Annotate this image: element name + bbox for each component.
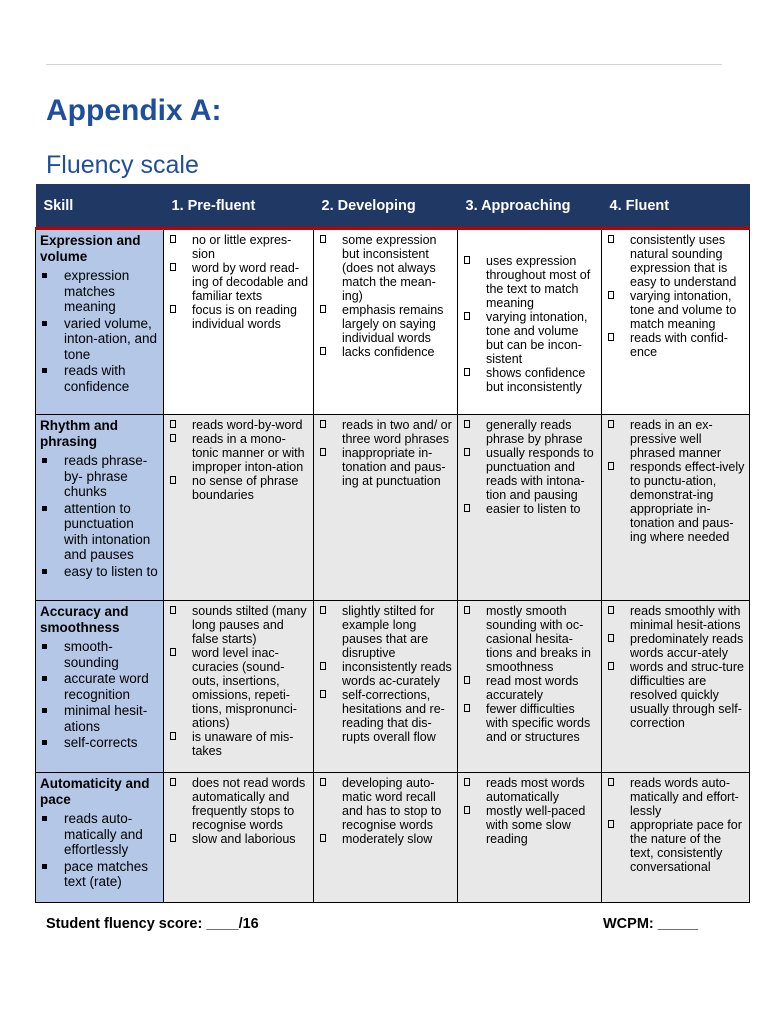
criteria-item: moderately slow: [318, 832, 453, 846]
table-row: [36, 773, 750, 903]
header-approaching: 3. Approaching: [458, 184, 602, 229]
criteria-list: [318, 233, 453, 359]
criteria-cell-developing: [314, 229, 458, 415]
skill-cell: [36, 601, 164, 773]
criteria-item: usually responds to punctuation and reads with intona-tion and pausing: [462, 446, 597, 502]
criteria-item: inappropriate in-tonation and paus-ing at punctuation: [318, 446, 453, 488]
criteria-item: fewer difficulties with specific words and or structures: [462, 702, 597, 744]
criteria-item: is unaware of mis-takes: [168, 730, 309, 758]
criteria-item: uses expression throughout most of the text to match meaning: [462, 254, 597, 310]
skill-indicator: varied volume, inton-ation, and tone: [40, 316, 159, 363]
skill-cell: [36, 229, 164, 415]
skill-indicator-list: [40, 639, 159, 751]
criteria-item: varying intonation, tone and volume but can be incon-sistent: [462, 310, 597, 366]
skill-indicator-list: [40, 811, 159, 890]
criteria-item: emphasis remains largely on saying individual words: [318, 303, 453, 345]
criteria-item: inconsistently reads words ac-curately: [318, 660, 453, 688]
criteria-item: reads in a mono-tonic manner or with improper inton-ation: [168, 432, 309, 474]
skill-cell: [36, 415, 164, 601]
criteria-list: [168, 418, 309, 502]
criteria-item: responds effect-ively to punctu-ation, demonstrat-ing appropriate in-tonation and paus-ing where needed: [606, 460, 745, 544]
skill-indicator: pace matches text (rate): [40, 859, 159, 890]
skill-name: Expression and volume: [40, 233, 141, 264]
skill-indicator-list: [40, 453, 159, 579]
criteria-item: reads in an ex-pressive well phrased manner: [606, 418, 745, 460]
criteria-item: easier to listen to: [462, 502, 597, 516]
criteria-cell-pre-fluent: [164, 773, 314, 903]
criteria-list: [318, 604, 453, 744]
criteria-item: word level inac-curacies (sound-outs, insertions, omissions, repeti-tions, mispronunci-ations): [168, 646, 309, 730]
criteria-item: word by word read-ing of decodable and familiar texts: [168, 261, 309, 303]
table-row: [36, 229, 750, 415]
skill-name: Automaticity and pace: [40, 776, 150, 807]
criteria-list: [462, 418, 597, 516]
criteria-item: mostly smooth sounding with oc-casional hesita-tions and breaks in smoothness: [462, 604, 597, 674]
criteria-cell-approaching: [458, 415, 602, 601]
criteria-item: slow and laborious: [168, 832, 309, 846]
skill-name: Rhythm and phrasing: [40, 418, 119, 449]
criteria-item: self-corrections, hesitations and re-reading that dis-rupts overall flow: [318, 688, 453, 744]
criteria-cell-pre-fluent: [164, 415, 314, 601]
criteria-cell-pre-fluent: [164, 229, 314, 415]
criteria-list: [168, 776, 309, 846]
criteria-item: developing auto-matic word recall and has to stop to recognise words: [318, 776, 453, 832]
criteria-list: [606, 604, 745, 730]
criteria-list: [168, 604, 309, 758]
criteria-item: reads in two and/ or three word phrases: [318, 418, 453, 446]
criteria-cell-fluent: [602, 601, 750, 773]
criteria-item: reads most words automatically: [462, 776, 597, 804]
criteria-item: no or little expres-sion: [168, 233, 309, 261]
criteria-cell-approaching: [458, 229, 602, 415]
criteria-list: [318, 418, 453, 488]
criteria-item: predominately reads words accur-ately: [606, 632, 745, 660]
header-developing: 2. Developing: [314, 184, 458, 229]
criteria-cell-developing: [314, 601, 458, 773]
criteria-list: [168, 233, 309, 331]
skill-cell: [36, 773, 164, 903]
header-fluent: 4. Fluent: [602, 184, 750, 229]
skill-indicator: expression matches meaning: [40, 268, 159, 315]
criteria-item: does not read words automatically and frequently stops to recognise words: [168, 776, 309, 832]
criteria-item: mostly well-paced with some slow reading: [462, 804, 597, 846]
skill-name: Accuracy and smoothness: [40, 604, 129, 635]
criteria-list: [606, 418, 745, 544]
table-row: [36, 601, 750, 773]
criteria-list: [606, 776, 745, 874]
page-title: Appendix A:: [46, 94, 222, 127]
criteria-cell-approaching: [458, 773, 602, 903]
criteria-item: reads word-by-word: [168, 418, 309, 432]
table-row: [36, 415, 750, 601]
skill-indicator: accurate word recognition: [40, 671, 159, 702]
criteria-item: slightly stilted for example long pauses that are disruptive: [318, 604, 453, 660]
skill-indicator: attention to punctuation with intonation and pauses: [40, 501, 159, 563]
skill-indicator: reads with confidence: [40, 363, 159, 394]
skill-indicator: reads phrase-by- phrase chunks: [40, 453, 159, 500]
criteria-item: shows confidence but inconsistently: [462, 366, 597, 394]
criteria-item: reads words auto-matically and effort-lessly: [606, 776, 745, 818]
criteria-item: generally reads phrase by phrase: [462, 418, 597, 446]
criteria-cell-pre-fluent: [164, 601, 314, 773]
criteria-item: some expression but inconsistent (does not always match the mean-ing): [318, 233, 453, 303]
criteria-item: varying intonation, tone and volume to match meaning: [606, 289, 745, 331]
criteria-list: [606, 233, 745, 359]
criteria-cell-developing: [314, 415, 458, 601]
skill-indicator: minimal hesit-ations: [40, 703, 159, 734]
header-pre-fluent: 1. Pre-fluent: [164, 184, 314, 229]
skill-indicator: self-corrects: [40, 735, 159, 751]
criteria-item: no sense of phrase boundaries: [168, 474, 309, 502]
criteria-item: reads with confid-ence: [606, 331, 745, 359]
criteria-list: [462, 776, 597, 846]
student-fluency-score: Student fluency score: ____/16: [46, 916, 259, 932]
table-body: [36, 229, 750, 903]
criteria-cell-approaching: [458, 601, 602, 773]
criteria-cell-fluent: [602, 773, 750, 903]
table-header: [36, 184, 750, 229]
criteria-item: focus is on reading individual words: [168, 303, 309, 331]
criteria-item: reads smoothly with minimal hesit-ations: [606, 604, 745, 632]
criteria-item: sounds stilted (many long pauses and false starts): [168, 604, 309, 646]
skill-indicator: easy to listen to: [40, 564, 159, 580]
header-skill: Skill: [36, 184, 164, 229]
page-subtitle: Fluency scale: [46, 151, 199, 179]
top-divider: [46, 64, 722, 65]
criteria-item: words and struc-ture difficulties are resolved quickly usually through self-correction: [606, 660, 745, 730]
criteria-cell-fluent: [602, 415, 750, 601]
skill-indicator: smooth-sounding: [40, 639, 159, 670]
criteria-list: [462, 254, 597, 394]
skill-indicator-list: [40, 268, 159, 394]
criteria-item: consistently uses natural sounding expression that is easy to understand: [606, 233, 745, 289]
criteria-cell-fluent: [602, 229, 750, 415]
criteria-list: [462, 604, 597, 744]
criteria-cell-developing: [314, 773, 458, 903]
criteria-item: lacks confidence: [318, 345, 453, 359]
criteria-item: read most words accurately: [462, 674, 597, 702]
wcpm-field: WCPM: _____: [603, 916, 699, 932]
criteria-item: appropriate pace for the nature of the text, consistently conversational: [606, 818, 745, 874]
fluency-scale-table: [35, 184, 750, 903]
skill-indicator: reads auto-matically and effortlessly: [40, 811, 159, 858]
criteria-list: [318, 776, 453, 846]
